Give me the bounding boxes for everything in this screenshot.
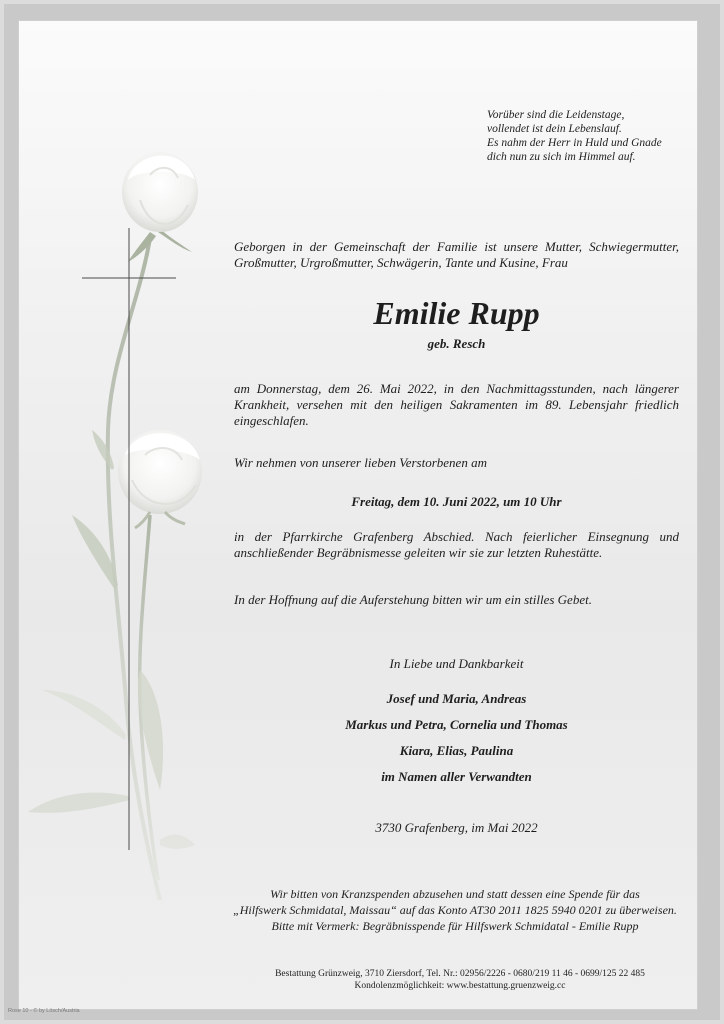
death-notice-text: am Donnerstag, dem 26. Mai 2022, in den Nachmittagsstunden, nach längerer Krankheit, versehen mit den heiligen Sakramenten im 89. Lebensjahr friedlich eingeschlafen. bbox=[234, 381, 679, 428]
condolence-link: Kondolenzmöglichkeit: www.bestattung.gruenzweig.cc bbox=[354, 981, 566, 991]
verse-line: vollendet ist dein Lebenslauf. bbox=[487, 123, 622, 135]
mourner-line: im Namen aller Verwandten bbox=[381, 769, 532, 784]
birth-name: geb. Resch bbox=[427, 336, 486, 351]
place-date: 3730 Grafenberg, im Mai 2022 bbox=[375, 820, 538, 835]
intro-text: Geborgen in der Gemeinschaft der Familie ist unsere Mutter, Schwiegermutter, Großmutter, Urgroßmutter, Schwägerin, Tante und Kusine, Frau bbox=[234, 239, 679, 270]
funeral-home-contact: Bestattung Grünzweig, 3710 Ziersdorf, Tel. Nr.: 02956/2226 - 0680/219 11 46 - 0699/125 22 485 bbox=[275, 969, 645, 979]
funeral-date: Freitag, dem 10. Juni 2022, um 10 Uhr bbox=[351, 494, 562, 509]
donation-request bbox=[190, 886, 720, 934]
obituary-card bbox=[18, 20, 698, 1010]
image-credit: Rose 10 - © by Lösch/Austria bbox=[8, 1008, 80, 1014]
mourner-line: Markus und Petra, Cornelia und Thomas bbox=[345, 717, 568, 732]
prayer-request: In der Hoffnung auf die Auferstehung bitten wir um ein stilles Gebet. bbox=[234, 592, 592, 607]
mourners-list bbox=[234, 686, 679, 790]
mourner-line: Kiara, Elias, Paulina bbox=[399, 743, 514, 758]
donation-line: „Hilfswerk Schmidatal, Maissau“ auf das Konto AT30 2011 1825 5940 0201 zu überweisen. bbox=[233, 903, 677, 917]
memorial-verse bbox=[487, 108, 687, 164]
donation-line: Wir bitten von Kranzspenden abzusehen und statt dessen eine Spende für das bbox=[270, 887, 640, 901]
verse-line: Es nahm der Herr in Huld und Gnade bbox=[487, 137, 662, 149]
mourner-line: Josef und Maria, Andreas bbox=[386, 691, 527, 706]
closing-phrase: In Liebe und Dankbarkeit bbox=[389, 656, 524, 671]
verse-line: Vorüber sind die Leidenstage, bbox=[487, 109, 625, 121]
deceased-name: Emilie Rupp bbox=[373, 295, 540, 331]
donation-line: Bitte mit Vermerk: Begräbnisspende für Hilfswerk Schmidatal - Emilie Rupp bbox=[271, 919, 639, 933]
farewell-intro: Wir nehmen von unserer lieben Verstorbenen am bbox=[234, 455, 487, 470]
verse-line: dich nun zu sich im Himmel auf. bbox=[487, 151, 636, 163]
funeral-home-footer bbox=[180, 968, 724, 992]
church-service-text: in der Pfarrkirche Grafenberg Abschied. Nach feierlicher Einsegnung und anschließender Begräbnismesse geleiten wir sie zur letzten Ruhestätte. bbox=[234, 529, 679, 560]
